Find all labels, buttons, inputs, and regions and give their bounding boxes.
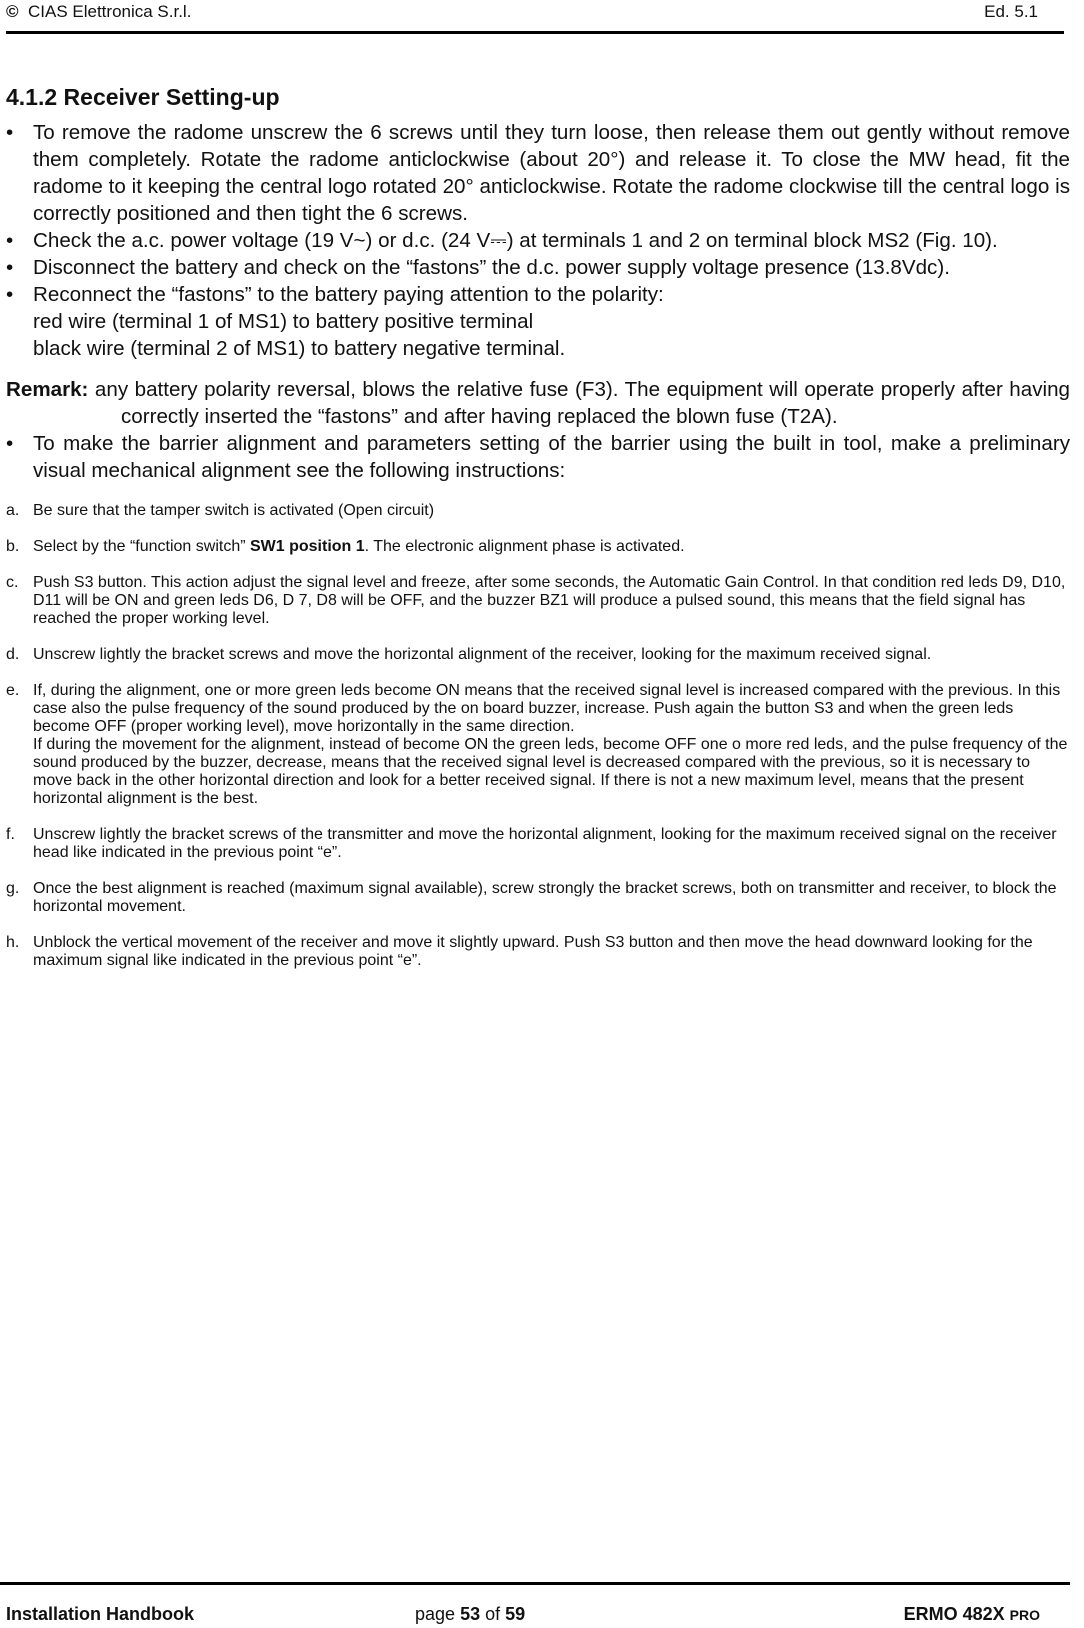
step-text: Be sure that the tamper switch is activated (Open circuit) xyxy=(33,502,435,519)
page-content xyxy=(0,84,1080,970)
step-text: Unscrew lightly the bracket screws and move the horizontal alignment of the receiver, looking for the maximum received signal. xyxy=(33,646,932,663)
step-b xyxy=(0,538,1070,556)
bullet-radome: • To remove the radome unscrew the 6 screws until they turn loose, then release them out gently without remove them completely. Rotate the radome anticlockwise (about 20°) and release it. To close the MW head, fit the radome to it keeping the central logo rotated 20° anticlockwise. Rotate the radome clockwise till the central logo is correctly positioned and then tight the 6 screws. xyxy=(0,119,1070,227)
polarity-red-wire: red wire (terminal 1 of MS1) to battery positive terminal xyxy=(33,310,534,333)
page-footer xyxy=(0,1582,1084,1628)
step-f xyxy=(0,826,1070,862)
step-text: Unscrew lightly the bracket screws of the transmitter and move the horizontal alignment, looking for the maximum received signal on the receiver head like indicated in the previous point “e”. xyxy=(33,826,1057,861)
header-rule xyxy=(6,31,1064,34)
step-letter: d. xyxy=(6,646,20,663)
footer-rule xyxy=(0,1582,1070,1585)
bullet-reconnect: • Reconnect the “fastons” to the battery paying attention to the polarity: xyxy=(0,281,1070,308)
bullet-battery-check: • Disconnect the battery and check on the “fastons” the d.c. power supply voltage presence (13.8Vdc). xyxy=(0,254,1070,281)
remark-text: any battery polarity reversal, blows the relative fuse (F3). The equipment will operate properly after having correctly inserted the “fastons” and after having replaced the blown fuse (T2A). xyxy=(94,378,1070,428)
bullet-power-voltage: • Check the a.c. power voltage (19 V~) or d.c. (24 V⎓) at terminals 1 and 2 on terminal block MS2 (Fig. 10). xyxy=(0,227,1070,254)
step-letter: h. xyxy=(6,934,20,951)
header-company xyxy=(6,2,191,22)
step-text-post: . The electronic alignment phase is activated. xyxy=(364,538,685,555)
step-text: Once the best alignment is reached (maximum signal available), screw strongly the bracket screws, both on transmitter and receiver, to block the horizontal movement. xyxy=(33,880,1057,915)
page-of: of xyxy=(485,1604,501,1624)
step-letter: a. xyxy=(6,502,20,519)
step-a xyxy=(0,502,1070,520)
step-e xyxy=(0,682,1070,808)
section-title: 4.1.2 Receiver Setting-up xyxy=(6,84,280,110)
footer-handbook-title: Installation Handbook xyxy=(6,1604,195,1624)
footer-product xyxy=(904,1604,1040,1625)
product-name: ERMO 482X xyxy=(903,1604,1005,1624)
step-text: If, during the alignment, one or more green leds become ON means that the received signal level is increased compared with the previous. In this case also the pulse frequency of the sound produced by the on board buzzer, increase. Push again the button S3 and when the green leds become OFF (proper working level), move horizontally in the same direction. xyxy=(33,682,1061,735)
step-letter: b. xyxy=(6,538,20,555)
step-text: Push S3 button. This action adjust the signal level and freeze, after some seconds, the Automatic Gain Control. In that condition red leds D9, D10, D11 will be ON and green leds D6, D 7, D8 will be OFF, and the buzzer BZ1 will produce a pulsed sound, this means that the field signal has reached the proper working level. xyxy=(33,574,1066,627)
step-text-pre: Select by the “function switch” xyxy=(33,538,250,555)
step-text-continued: If during the movement for the alignment, instead of become ON the green leds, become OFF one o more red leds, and the pulse frequency of the sound produced by the buzzer, decrease, means that the received signal level is decreased compared with the previous, so it is necessary to move back in the other horizontal direction and look for a better received signal. If there is not a new maximum level, means that the present horizontal alignment is the best. xyxy=(33,736,1068,807)
step-letter: g. xyxy=(6,880,20,897)
step-letter: e. xyxy=(6,682,20,699)
step-letter: f. xyxy=(6,826,15,843)
sw1-position: SW1 position 1 xyxy=(249,538,365,555)
footer-page-number xyxy=(415,1604,525,1625)
polarity-black-wire: black wire (terminal 2 of MS1) to battery negative terminal. xyxy=(33,337,566,360)
bullet-alignment: • To make the barrier alignment and parameters setting of the barrier using the built in tool, make a preliminary visual mechanical alignment see the following instructions: xyxy=(0,430,1070,484)
remark-label: Remark: xyxy=(6,378,89,401)
page-header xyxy=(6,0,1078,34)
company-name: CIAS Elettronica S.r.l. xyxy=(27,2,192,21)
step-letter: c. xyxy=(6,574,19,591)
copyright-symbol: © xyxy=(6,2,19,21)
page-total: 59 xyxy=(505,1604,526,1624)
page-current: 53 xyxy=(460,1604,481,1624)
step-g xyxy=(0,880,1070,916)
edition-label: Ed. 5.1 xyxy=(984,2,1038,21)
step-c xyxy=(0,574,1070,628)
product-suffix: PRO xyxy=(1009,1607,1040,1623)
step-text: Unblock the vertical movement of the receiver and move it slightly upward. Push S3 button and then move the head downward looking for the maximum signal like indicated in the previous point “e”. xyxy=(33,934,1033,969)
step-d xyxy=(0,646,1070,664)
page-prefix: page xyxy=(415,1604,456,1624)
remark-paragraph xyxy=(6,376,1070,430)
step-h xyxy=(0,934,1070,970)
